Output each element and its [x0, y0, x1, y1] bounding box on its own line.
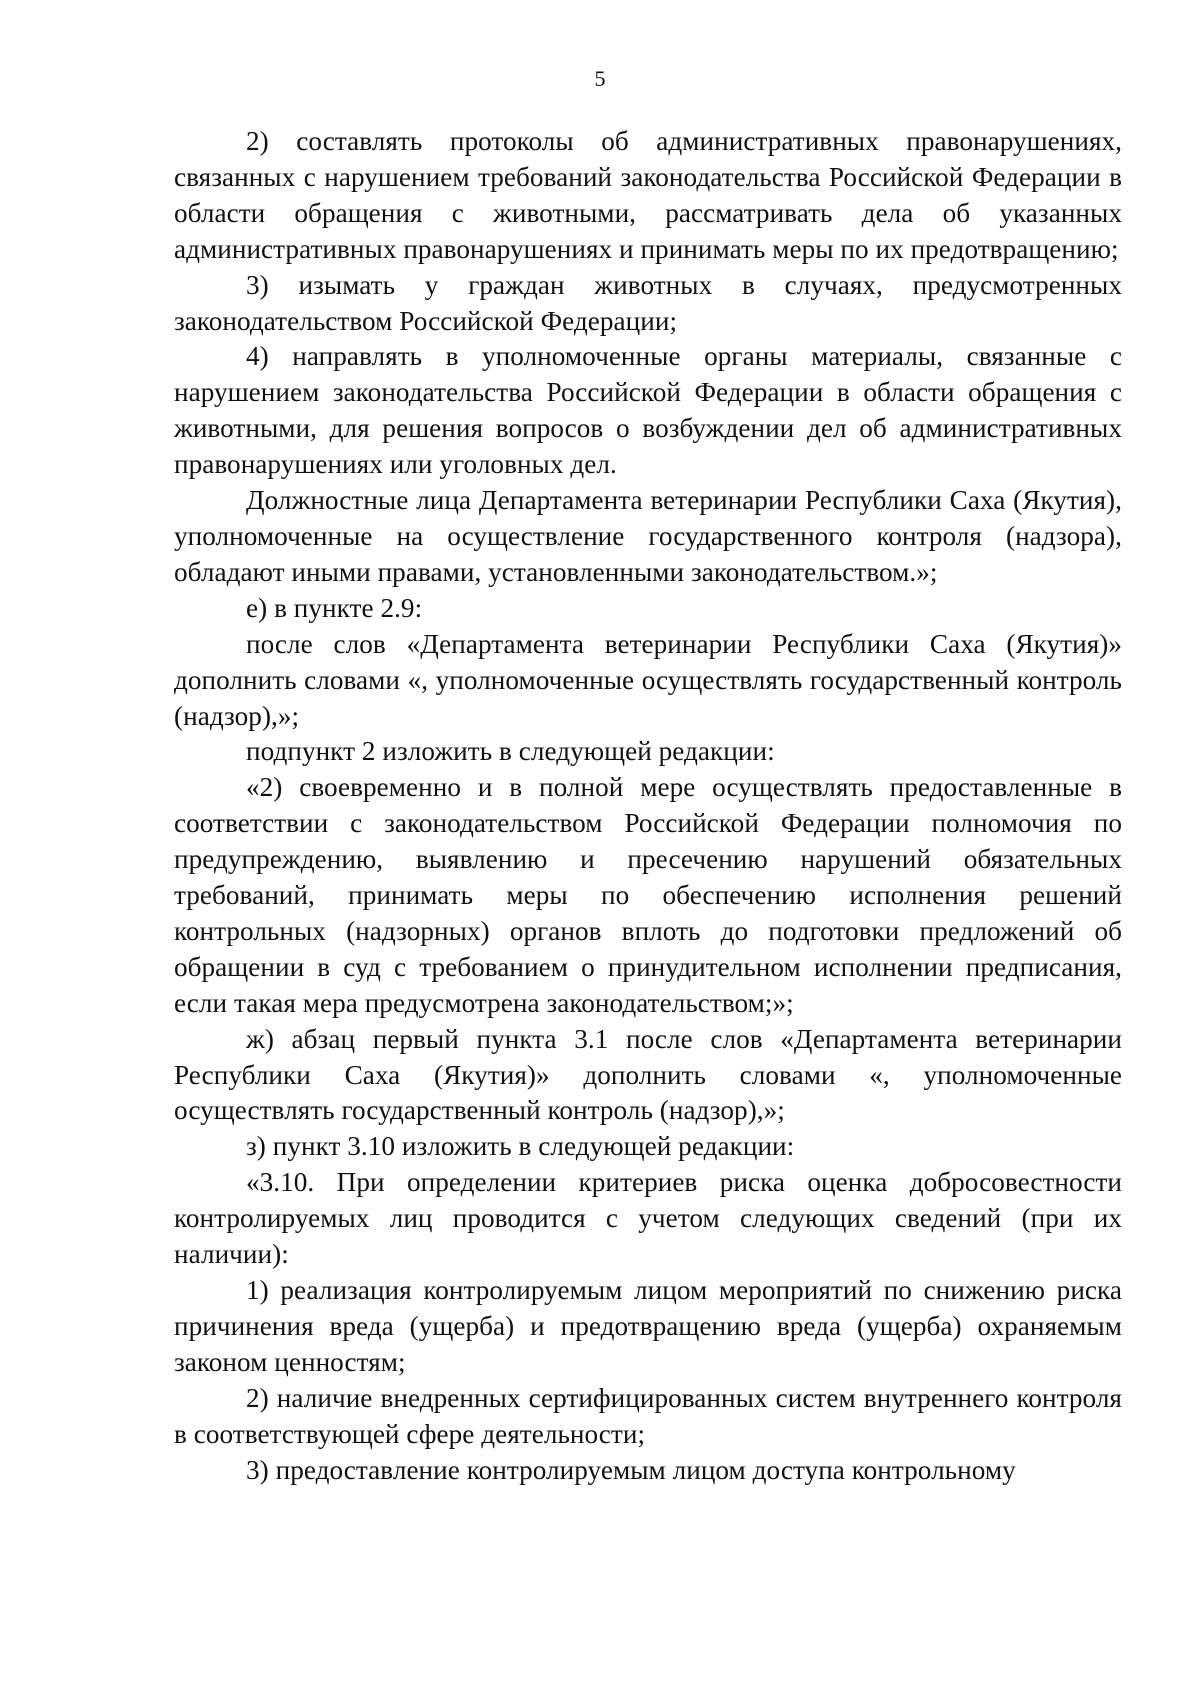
- page-number: 5: [594, 66, 606, 91]
- paragraph-sub-e: е) в пункте 2.9:: [246, 592, 423, 623]
- paragraph-item-4-send-materials: 4) направлять в уполномоченные органы материалы, связанные с нарушением законодательства Российской Федерации в области обращения с животными, для решения вопросов о возбуждении дел об административных правонарушениях или уголовных дел.: [174, 341, 1122, 480]
- paragraph-officials-rights: Должностные лица Департамента ветеринарии Республики Саха (Якутия), уполномоченные на осуществление государственного контроля (надзора), обладают иными правами, установленными законодательством.»;: [174, 485, 1122, 587]
- document-body: [174, 124, 1122, 1488]
- paragraph-item-2-protocols: 2) составлять протоколы об административных правонарушениях, связанных с нарушением требований законодательства Российской Федерации в области обращения с животными, рассматривать дела об указанных административных правонарушениях и принимать меры по их предотвращению;: [174, 126, 1122, 264]
- paragraph-subpoint-2-header: подпункт 2 изложить в следующей редакции:: [246, 736, 775, 767]
- paragraph-3-10: «3.10. При определении критериев риска оценка добросовестности контролируемых лиц проводится с учетом следующих сведений (при их наличии):: [174, 1167, 1122, 1270]
- paragraph-criteria-1: 1) реализация контролируемым лицом мероприятий по снижению риска причинения вреда (ущерба) и предотвращению вреда (ущерба) охраняемым законом ценностям;: [174, 1275, 1122, 1377]
- paragraph-criteria-3: 3) предоставление контролируемым лицом доступа контрольному: [246, 1454, 1016, 1485]
- paragraph-subpoint-2-text: «2) своевременно и в полной мере осуществлять предоставленные в соответствии с законодательством Российской Федерации полномочия по предупреждению, выявлению и пресечению нарушений обязательных требований, принимать меры по обеспечению исполнения решений контрольных (надзорных) органов вплоть до подготовки предложений об обращении в суд с требованием о принудительном исполнении предписания, если такая мера предусмотрена законодательством;»;: [174, 772, 1122, 1018]
- paragraph-sub-zh: ж) абзац первый пункта 3.1 после слов «Департамента ветеринарии Республики Саха (Якутия)» дополнить словами «, уполномоченные осуществлять государственный контроль (надзор),»;: [174, 1023, 1122, 1126]
- paragraph-sub-z: з) пункт 3.10 изложить в следующей редакции:: [246, 1131, 795, 1162]
- paragraph-criteria-2: 2) наличие внедренных сертифицированных систем внутреннего контроля в соответствующей сфере деятельности;: [174, 1382, 1122, 1449]
- paragraph-item-3-seize-animals: 3) изымать у граждан животных в случаях, предусмотренных законодательством Российской Федерации;: [174, 269, 1122, 336]
- paragraph-after-words: после слов «Департамента ветеринарии Республики Саха (Якутия)» дополнить словами «, уполномоченные осуществлять государственный контроль (надзор),»;: [174, 628, 1122, 731]
